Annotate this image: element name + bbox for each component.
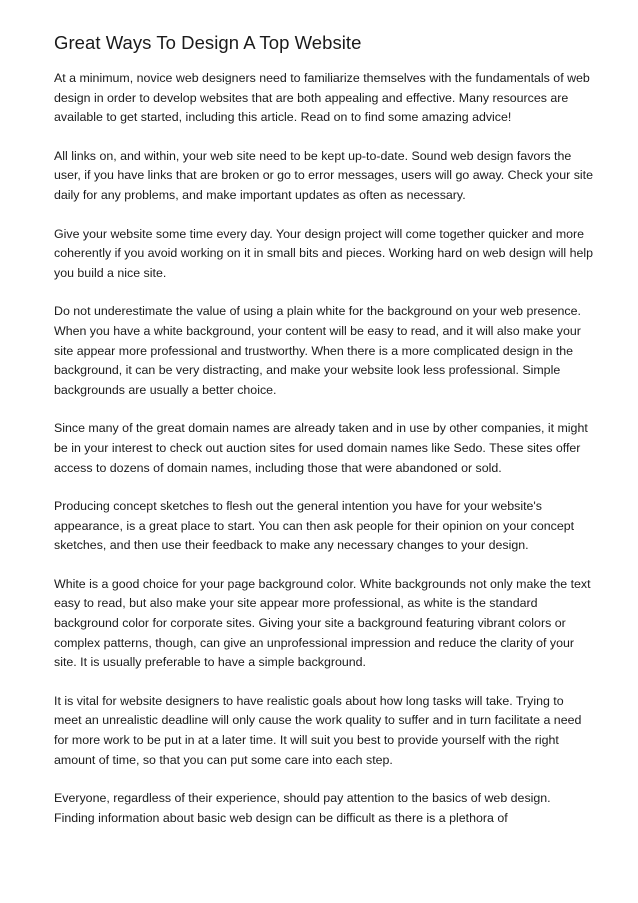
page-title: Great Ways To Design A Top Website: [54, 32, 362, 53]
document-page: [54, 30, 594, 828]
paragraph: It is vital for website designers to have realistic goals about how long tasks will take. Trying to meet an unrealistic deadline will only cause the work quality to suffer and in turn facilitate a need for more work to be put in at a later time. It will suit you best to provide yourself with the right amount of time, so that you can put some care into each step.: [54, 693, 582, 767]
paragraph: Give your website some time every day. Your design project will come together quicker and more coherently if you avoid working on it in small bits and pieces. Working hard on web design will help you build a nice site.: [54, 226, 594, 280]
paragraph: White is a good choice for your page background color. White backgrounds not only make the text easy to read, but also make your site appear more professional, as white is the standard background color for corporate sites. Giving your site a background featuring vibrant colors or complex patterns, though, can give an unprofessional impression and reduce the clarity of your site. It is usually preferable to have a simple background.: [54, 576, 591, 670]
paragraph: Producing concept sketches to flesh out the general intention you have for your website's appearance, is a great place to start. You can then ask people for their opinion on your concept sketches, and then use their feedback to make any necessary changes to your design.: [54, 499, 575, 553]
paragraph: Since many of the great domain names are already taken and in use by other companies, it might be in your interest to check out auction sites for used domain names like Sedo. These sites offer access to dozens of domain names, including those that were abandoned or sold.: [54, 421, 588, 475]
paragraph: Everyone, regardless of their experience, should pay attention to the basics of web design. Finding information about basic web design can be difficult as there is a plethora of: [54, 791, 551, 825]
paragraph: Do not underestimate the value of using a plain white for the background on your web presence. When you have a white background, your content will be easy to read, and it will also make your site appear more professional and trustworthy. When there is a more complicated design in the background, it can be very distracting, and make your website look less professional. Simple backgrounds are usually a better choice.: [54, 304, 581, 397]
paragraph: All links on, and within, your web site need to be kept up-to-date. Sound web design favors the user, if you have links that are broken or go to error messages, users will go away. Check your site daily for any problems, and make important updates as often as necessary.: [54, 148, 594, 202]
paragraph: At a minimum, novice web designers need to familiarize themselves with the fundamentals of web design in order to develop websites that are both appealing and effective. Many resources are available to get started, including this article. Read on to find some amazing advice!: [54, 71, 590, 125]
